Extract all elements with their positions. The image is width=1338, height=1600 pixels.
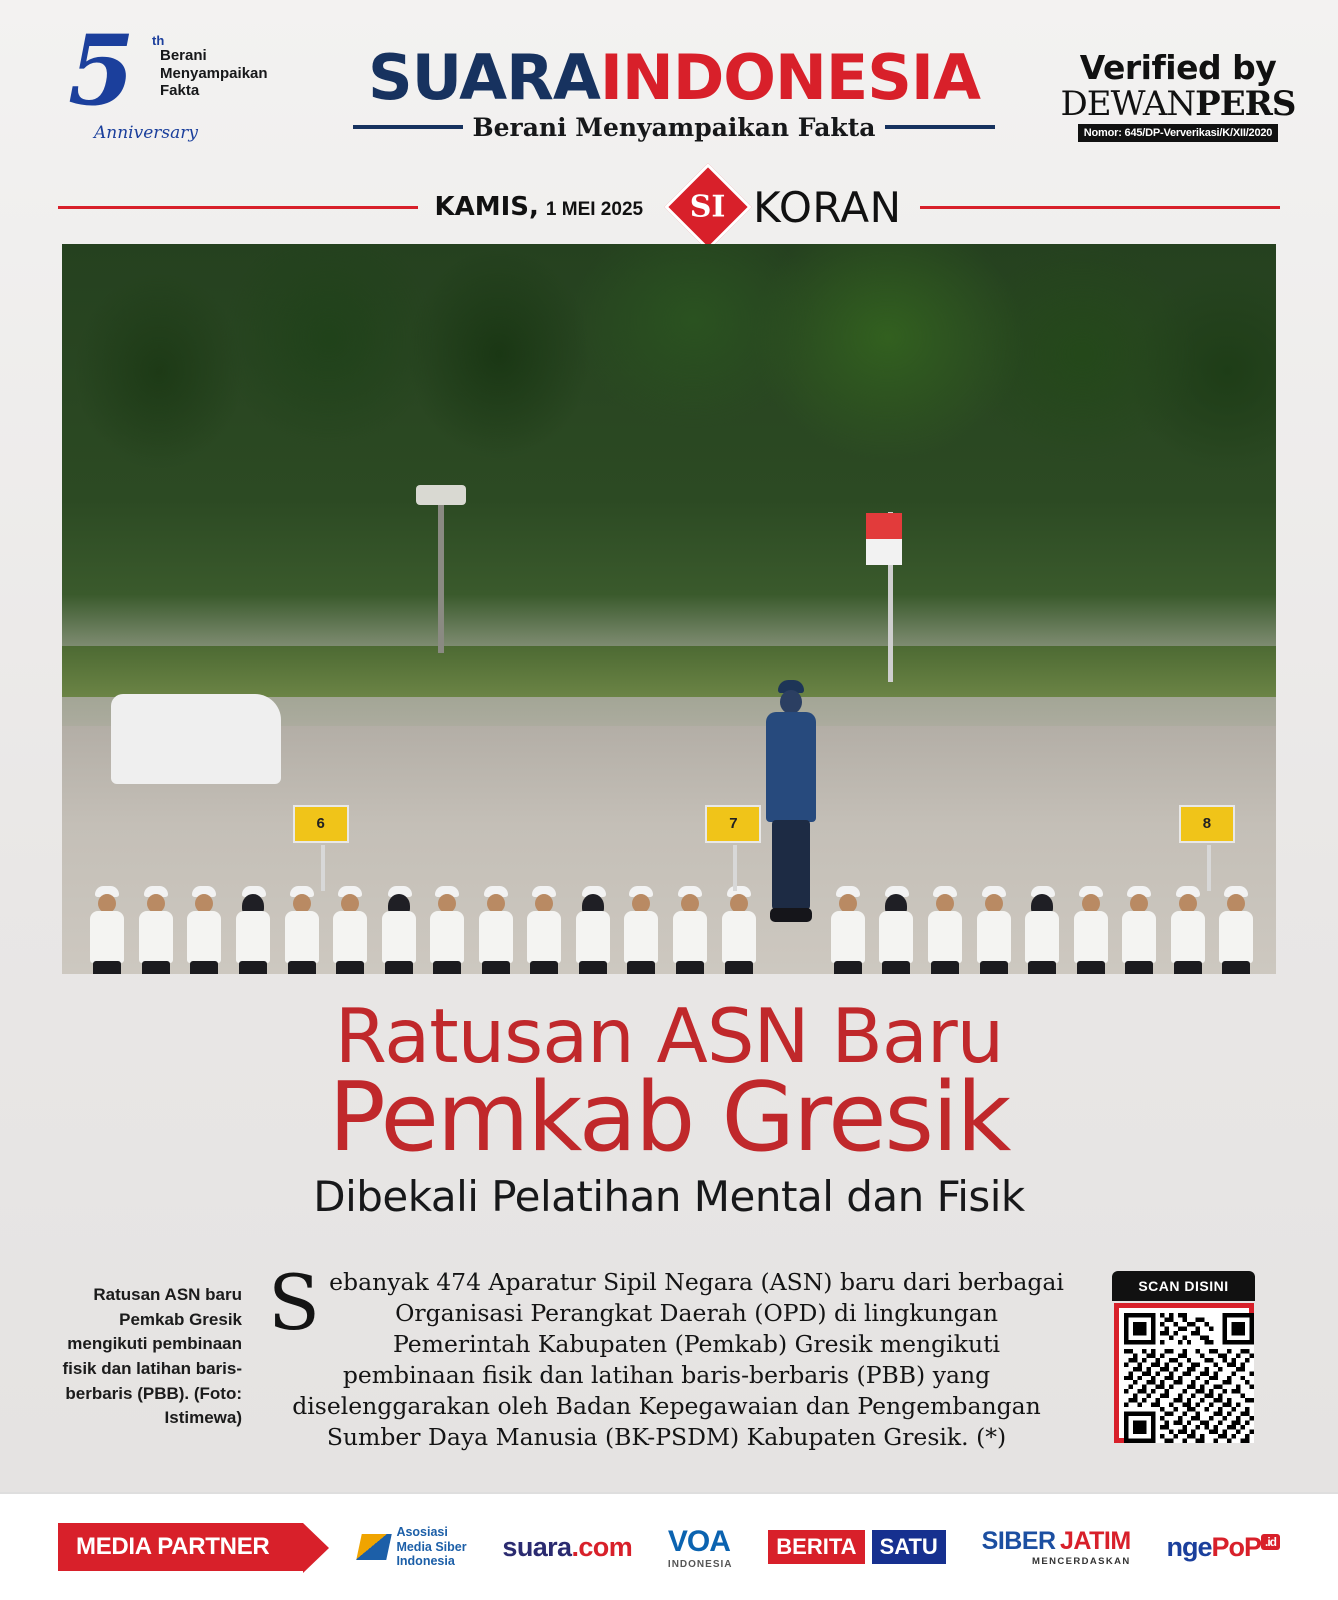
brand-name-second: INDONESIA <box>599 40 980 114</box>
photo-speaker <box>760 680 822 930</box>
amsi-line-1: Asosiasi <box>396 1524 448 1539</box>
verified-badge <box>1058 36 1298 142</box>
partner-voa-indonesia[interactable] <box>668 1525 733 1570</box>
media-partner-label: MEDIA PARTNER <box>58 1523 303 1571</box>
brand-name <box>290 40 1058 114</box>
main-photo <box>62 244 1276 974</box>
amsi-line-2: Media Siber <box>396 1539 467 1554</box>
siberjatim-sub: MENCERDASKAN <box>1032 1556 1131 1567</box>
beritasatu-part-1: BERITA <box>768 1530 864 1564</box>
headline-line-2: Pemkab Gresik <box>328 1062 1010 1173</box>
photo-caption: Ratusan ASN baru Pemkab Gresik mengikuti pembinaan fisik dan latihan baris-berbaris (PBB). (Foto: Istimewa) <box>62 1285 242 1428</box>
headline-block <box>62 992 1276 1222</box>
partner-ngepop[interactable] <box>1166 1532 1280 1563</box>
amsi-line-3: Indonesia <box>396 1554 455 1569</box>
anniversary-logo <box>60 14 290 159</box>
amsi-icon <box>357 1534 393 1560</box>
rule-right <box>885 125 995 129</box>
ngepop-part-1: nge <box>1166 1531 1212 1562</box>
photo-group-sign: 7 <box>705 805 761 843</box>
amsi-label <box>396 1525 466 1569</box>
ngepop-label <box>1166 1532 1280 1563</box>
anniversary-slogan: Berani Menyampaikan Fakta <box>160 47 268 100</box>
drop-cap: S <box>268 1258 321 1347</box>
voa-main: VOA <box>667 1524 730 1558</box>
voa-label <box>668 1525 733 1570</box>
newspaper-title-block <box>290 37 1058 142</box>
brand-tagline: Berani Menyampaikan Fakta <box>472 112 876 142</box>
qr-code-graphic <box>1124 1313 1254 1443</box>
ngepop-part-2: PoP <box>1211 1531 1261 1562</box>
ngepop-tld: .id <box>1261 1534 1280 1550</box>
partner-siber-jatim[interactable] <box>982 1527 1131 1567</box>
photo-group-sign: 8 <box>1179 805 1235 843</box>
anniversary-numeral: 5 <box>68 14 131 127</box>
photo-flag <box>866 513 902 565</box>
publication-date <box>418 192 659 222</box>
partner-suaracom[interactable] <box>502 1532 632 1563</box>
anniversary-word: Anniversary <box>94 123 198 143</box>
date-bar <box>0 170 1338 244</box>
si-mark-text: SI <box>690 189 726 225</box>
suaracom-label: suara.com <box>502 1531 633 1562</box>
media-partner-footer <box>0 1492 1338 1600</box>
headline-line-1: Ratusan ASN Baru <box>334 992 1004 1080</box>
photo-crowd <box>62 565 1276 886</box>
scan-label: SCAN DISINI <box>1112 1271 1254 1301</box>
dewan-pers-label: DEWANPERS <box>1060 84 1296 124</box>
anniversary-superscript: th <box>152 33 165 48</box>
publication-day: KAMIS, <box>434 192 539 222</box>
si-diamond-icon <box>664 163 752 251</box>
partner-berita-satu[interactable] <box>768 1530 946 1564</box>
qr-block[interactable] <box>1091 1265 1276 1480</box>
siberjatim-part-1: SIBER <box>981 1527 1056 1555</box>
rule-left <box>353 125 463 129</box>
date-rule-right <box>920 206 1280 209</box>
qr-code[interactable] <box>1114 1303 1254 1443</box>
date-rule-left <box>58 206 418 209</box>
publication-date-value: 1 MEI 2025 <box>545 199 644 220</box>
siberjatim-label <box>982 1527 1131 1567</box>
brand-name-first: SUARA <box>368 40 600 114</box>
beritasatu-part-2: SATU <box>872 1530 946 1564</box>
voa-sub: INDONESIA <box>667 1558 733 1570</box>
si-koran-logo <box>659 176 919 238</box>
section-label: KORAN <box>753 182 902 232</box>
masthead <box>0 0 1338 170</box>
partner-amsi[interactable] <box>359 1525 466 1569</box>
partner-logos <box>329 1525 1280 1570</box>
verified-by-label: Verified by <box>1079 48 1277 87</box>
article-body <box>62 1258 1276 1480</box>
sub-headline: Dibekali Pelatihan Mental dan Fisik <box>313 1172 1025 1222</box>
tagline-row <box>290 113 1058 142</box>
lead-text: ebanyak 474 Aparatur Sipil Negara (ASN) baru dari berbagai Organisasi Perangkat Daerah (OPD) di lingkungan Pemerintah Kabupaten (Pemkab) Gresik mengikuti pembinaan fisik dan latihan baris-berbaris (PBB) yang diselenggarakan oleh Badan Kepegawaian dan Pengembangan Sumber Daya Manusia (BK-PSDM) Kabupaten Gresik. (*) <box>292 1268 1064 1452</box>
lead-paragraph <box>268 1258 1065 1480</box>
photo-group-sign: 6 <box>293 805 349 843</box>
verification-number: Nomor: 645/DP-Ververikasi/K/XII/2020 <box>1078 124 1278 142</box>
siberjatim-part-2: JATIM <box>1060 1527 1131 1555</box>
